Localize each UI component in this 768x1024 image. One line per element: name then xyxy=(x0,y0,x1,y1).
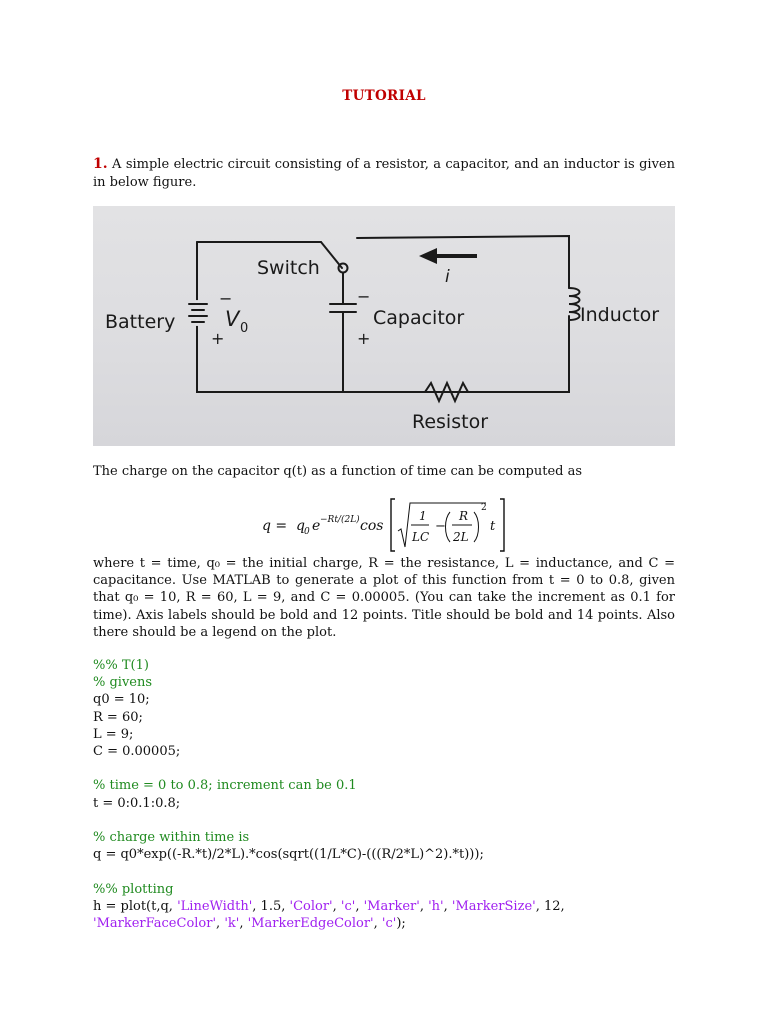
question-number: 1. xyxy=(93,156,108,172)
current-arrow-head xyxy=(419,248,437,264)
formula-lhs: q = xyxy=(262,518,288,534)
code-line: % givens xyxy=(93,675,153,691)
formula-exponent: −Rt/(2L) xyxy=(320,515,360,525)
code-line: q = q0*exp((-R.*t)/2*L).*cos(sqrt((1/L*C)-(((R/2*L)^2).*t))); xyxy=(93,847,484,863)
code-string: 'h' xyxy=(428,898,444,914)
formula-minus: − xyxy=(435,519,446,534)
label-battery: Battery xyxy=(105,311,176,333)
code-token: , xyxy=(216,916,225,931)
circuit-wire-top xyxy=(357,236,569,288)
code-token: ); xyxy=(396,916,406,931)
code-string: 'LineWidth' xyxy=(177,898,253,914)
circuit-diagram xyxy=(93,206,675,446)
formula-paren-left xyxy=(446,512,451,542)
code-line: %% T(1) xyxy=(93,658,149,673)
code-line: % charge within time is xyxy=(93,830,250,845)
code-token: , xyxy=(239,916,248,931)
formula-q0-sub: 0 xyxy=(304,527,310,537)
code-string: 'Color' xyxy=(289,898,333,914)
capacitor-minus: − xyxy=(357,287,371,306)
circuit-figure xyxy=(93,206,675,446)
formula-2l: 2L xyxy=(453,530,469,544)
code-token: , xyxy=(373,916,382,931)
label-v0-sub: 0 xyxy=(240,321,249,336)
code-blank-line xyxy=(93,812,693,829)
label-current: i xyxy=(445,267,450,287)
code-line: L = 9; xyxy=(93,726,134,742)
code-blank-line xyxy=(93,760,693,777)
switch-blade xyxy=(321,242,342,268)
formula-e: e xyxy=(312,518,321,534)
capacitor-plus: + xyxy=(357,329,371,348)
label-v0: V xyxy=(225,307,240,331)
code-token: , 12, xyxy=(535,898,565,914)
formula-paren-right xyxy=(474,512,479,542)
label-capacitor: Capacitor xyxy=(373,307,465,329)
charge-formula xyxy=(260,495,520,557)
code-token: h = plot(t,q, xyxy=(93,898,178,914)
code-line xyxy=(93,915,693,932)
inductor-coil xyxy=(569,288,580,320)
code-line: %% plotting xyxy=(93,881,174,897)
code-line: q0 = 10; xyxy=(93,692,150,708)
formula-lc: LC xyxy=(412,530,430,544)
question-text: A simple electric circuit consisting of a resistor, a capacitor, and an inductor is given in below figure. xyxy=(93,157,675,190)
formula-cos: cos xyxy=(360,518,384,534)
code-string: 'c' xyxy=(340,898,356,914)
code-line: % time = 0 to 0.8; increment can be 0.1 xyxy=(93,778,357,794)
code-line: t = 0:0.1:0.8; xyxy=(93,795,181,811)
formula-bracket-left xyxy=(391,499,395,551)
formula-r: R xyxy=(459,509,469,523)
question-intro xyxy=(93,155,675,192)
code-token: , xyxy=(332,898,341,914)
matlab-code xyxy=(93,657,693,932)
code-line: C = 0.00005; xyxy=(93,744,181,760)
formula-bracket-right xyxy=(500,499,504,551)
code-line: R = 60; xyxy=(93,709,143,725)
code-string: 'MarkerEdgeColor' xyxy=(247,916,374,931)
code-blank-line xyxy=(93,863,693,880)
formula-svg xyxy=(260,495,520,557)
label-resistor: Resistor xyxy=(412,411,488,433)
code-token: , 1.5, xyxy=(252,898,290,914)
formula-one: 1 xyxy=(419,509,427,523)
code-string: 'k' xyxy=(224,916,240,931)
battery-plus: + xyxy=(211,329,225,348)
code-string: 'c' xyxy=(381,916,397,931)
problem-description: where t = time, q₀ = the initial charge, R = the resistance, L = inductance, and C = capacitance. Use MATLAB to generate a plot of this function from t = 0 to 0.8, given that q₀ = 10, R = 60, L = 9, and C = 0.00005. (You can take the increment as 0.1 for time). Axis labels should be bold and 12 points. Title should be bold and 14 points. Also there should be a legend on the plot. xyxy=(93,556,675,640)
code-string: 'MarkerFaceColor' xyxy=(93,916,217,931)
formula-square: 2 xyxy=(481,503,487,513)
label-switch: Switch xyxy=(257,257,320,279)
charge-intro: The charge on the capacitor q(t) as a function of time can be computed as xyxy=(93,464,583,479)
page-title: TUTORIAL xyxy=(342,88,426,104)
label-inductor: Inductor xyxy=(580,304,660,326)
formula-q0: q xyxy=(296,518,305,534)
code-token: , xyxy=(419,898,429,914)
code-line xyxy=(93,898,693,915)
code-token: , xyxy=(355,898,364,914)
code-token: , xyxy=(443,898,452,914)
code-string: 'MarkerSize' xyxy=(451,898,536,914)
battery-minus: − xyxy=(219,289,233,308)
code-string: 'Marker' xyxy=(363,898,420,914)
formula-t: t xyxy=(490,519,496,534)
